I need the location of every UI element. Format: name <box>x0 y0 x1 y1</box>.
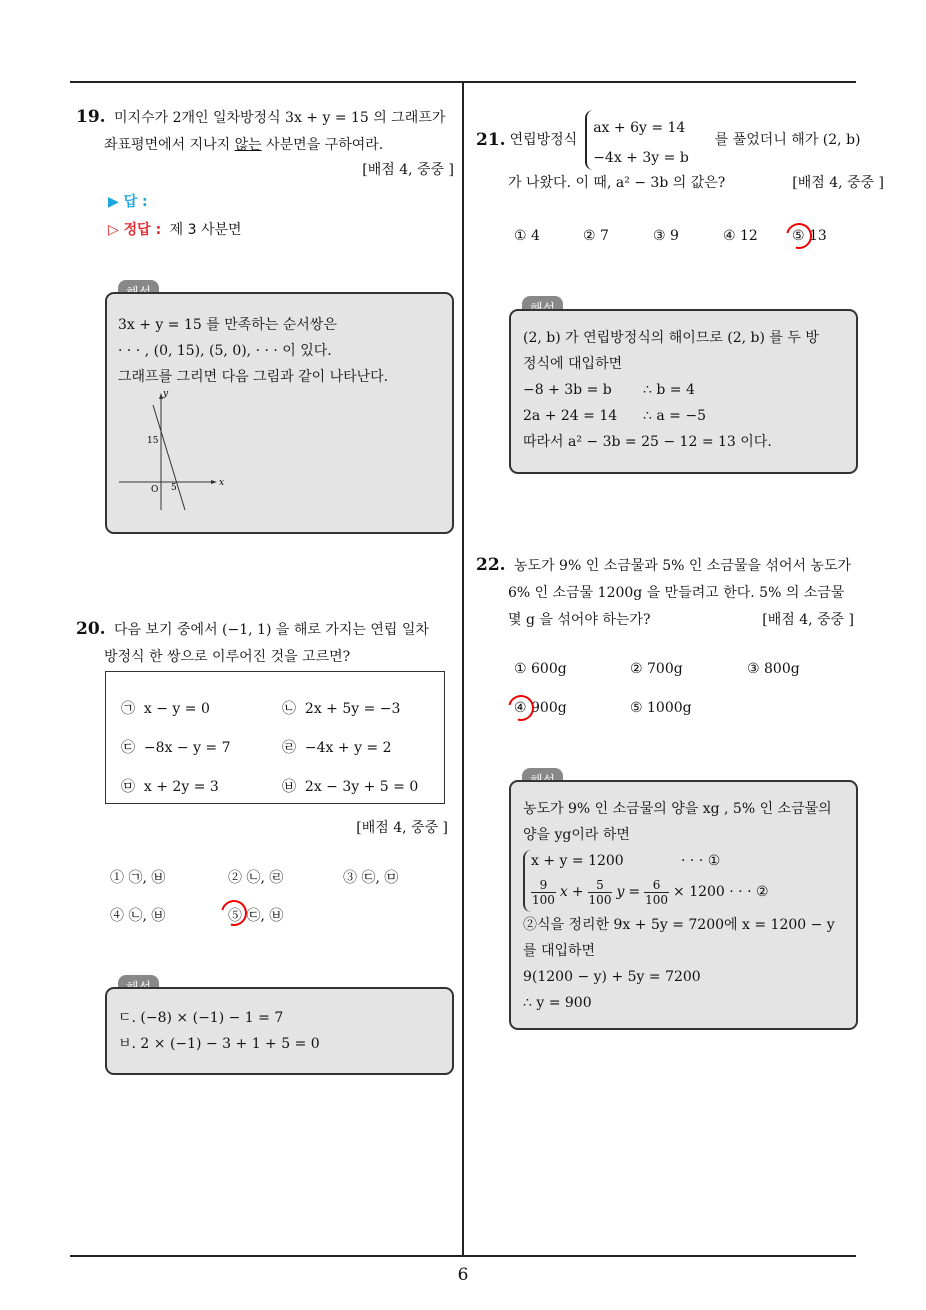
q22-choice-3[interactable]: ③ 800g <box>747 661 800 677</box>
option-c-mark: ㉢ <box>121 740 135 756</box>
question-20-text2: 방정식 한 쌍으로 이루어진 것을 고르면? <box>104 649 351 665</box>
answer-label: ▶ 답 : <box>108 194 148 210</box>
q20-choice-1[interactable]: ① ㉠, ㉥ <box>110 870 166 886</box>
question-21-line2 <box>508 170 884 197</box>
correct-answer-label: ▷ 정답 : <box>108 222 162 238</box>
option-b-eq: 2x + 5y = −3 <box>304 701 401 717</box>
solution-22-box <box>509 780 858 1030</box>
solution-21-box <box>509 309 858 474</box>
q20-choice-3[interactable]: ③ ㉢, ㉤ <box>343 870 399 886</box>
q21-choice-2[interactable]: ② 7 <box>583 228 609 244</box>
solution-22-line3b: · · · ① <box>681 853 721 869</box>
question-21-number: 21. <box>476 130 506 150</box>
solution-21-line3a: −8 + 3b = b <box>523 382 612 398</box>
frac-1-den: 100 <box>532 892 555 907</box>
q22-choice-1[interactable]: ① 600g <box>514 661 567 677</box>
question-19 <box>76 104 454 179</box>
question-21-lead: 연립방정식 <box>509 131 578 148</box>
question-22-number: 22. <box>476 555 506 575</box>
frac-1 <box>531 878 556 907</box>
solution-22-line3a: x + y = 1200 <box>531 853 624 869</box>
frac-1-num: 9 <box>539 877 548 892</box>
question-19-number: 19. <box>76 107 106 127</box>
graph-origin: O <box>151 485 159 495</box>
q22-choice-4[interactable]: ④ 900g <box>514 700 567 716</box>
graph-x-arrow <box>211 480 217 484</box>
graph-x-label: x <box>219 478 225 488</box>
solution-22-line8: ∴ y = 900 <box>523 995 592 1011</box>
q22-choice-2[interactable]: ② 700g <box>630 661 683 677</box>
q20-choice-2[interactable]: ② ㉡, ㉣ <box>228 870 284 886</box>
solution-22-line3 <box>531 850 844 872</box>
option-b-mark: ㉡ <box>282 701 296 717</box>
q20-selected-circle <box>216 895 252 931</box>
bottom-rule <box>70 1255 856 1257</box>
q22-selected-circle <box>503 690 539 726</box>
question-22-text3: 몇 g 을 섞어야 하는가? <box>508 612 651 628</box>
solution-20-line1: ㄷ. (−8) × (−1) − 1 = 7 <box>118 1010 284 1026</box>
q20-choice-4[interactable]: ④ ㉡, ㉥ <box>110 908 166 924</box>
solution-20-box <box>105 987 454 1075</box>
solution-21-line4a: 2a + 24 = 14 <box>523 408 618 424</box>
solution-21-line3b: ∴ b = 4 <box>643 382 695 398</box>
solution-21-line4b: ∴ a = −5 <box>643 408 706 424</box>
question-19-score: [배점 4, 중중 ] <box>362 162 454 178</box>
solution-19-box <box>105 292 454 534</box>
q20-choice-5[interactable]: ⑤ ㉢, ㉥ <box>228 908 284 924</box>
question-20-text1: 다음 보기 중에서 (−1, 1) 을 해로 가지는 연립 일차 <box>114 622 429 638</box>
q21-selected-circle <box>781 218 817 254</box>
question-20 <box>76 616 454 671</box>
solution-21-line3 <box>523 377 844 403</box>
question-20-line1 <box>76 616 454 644</box>
frac-3 <box>644 878 669 907</box>
option-e <box>121 776 219 796</box>
option-a-eq: x − y = 0 <box>143 701 210 717</box>
question-22-line3 <box>476 607 854 634</box>
question-19-text2a: 좌표평면에서 지나지 <box>104 137 235 153</box>
question-21-line1 <box>476 110 861 170</box>
column-divider <box>462 82 464 1257</box>
q21-choice-4[interactable]: ④ 12 <box>723 228 758 244</box>
question-22-text1: 농도가 9% 인 소금물과 5% 인 소금물을 섞어서 농도가 <box>514 558 852 574</box>
question-21-tail: 를 풀었더니 해가 (2, b) <box>714 131 861 148</box>
question-22-text2: 6% 인 소금물 1200g 을 만들려고 한다. 5% 의 소금물 <box>508 585 845 601</box>
frac-3-num: 6 <box>652 877 661 892</box>
question-19-text2b: 사분면을 구하여라. <box>261 137 384 153</box>
solution-22-system <box>523 850 844 912</box>
solution-19-line1: 3x + y = 15 를 만족하는 순서쌍은 <box>118 317 337 333</box>
question-22-score: [배점 4, 중중 ] <box>762 612 854 628</box>
q21-choice-5[interactable]: ⑤ 13 <box>792 228 827 244</box>
question-20-number: 20. <box>76 619 106 639</box>
question-20-score: [배점 4, 중중 ] <box>356 820 448 836</box>
solution-22-line4: $\frac{9}{100}$ x + $\frac{5}{100}$ y = $\frac{6}{100}$ × 1200 · · · ② <box>532 877 769 907</box>
q21-choice-3[interactable]: ③ 9 <box>653 228 679 244</box>
solution-21-line5: 따라서 a² − 3b = 25 − 12 = 13 이다. <box>523 434 772 450</box>
system-eq1: ax + 6y = 14 <box>593 120 686 136</box>
option-e-eq: x + 2y = 3 <box>143 779 219 795</box>
solution-19-line2: · · · , (0, 15), (5, 0), · · · 이 있다. <box>118 343 332 359</box>
page-number: 6 <box>457 1265 469 1285</box>
graph-y-label: y <box>163 389 169 399</box>
option-d-eq: −4x + y = 2 <box>304 740 392 756</box>
question-19-line2 <box>76 132 454 159</box>
option-c-eq: −8x − y = 7 <box>143 740 231 756</box>
option-f-mark: ㉥ <box>282 779 296 795</box>
solution-19-line3: 그래프를 그리면 다음 그림과 같이 나타난다. <box>118 369 389 385</box>
q22-choice-5[interactable]: ⑤ 1000g <box>630 700 692 716</box>
solution-22-line6: 를 대입하면 <box>523 943 596 959</box>
solution-21-line2: 정식에 대입하면 <box>523 356 623 372</box>
solution-19-graph <box>117 388 227 513</box>
frac-3-den: 100 <box>645 892 669 907</box>
question-21 <box>476 110 884 197</box>
option-f-eq: 2x − 3y + 5 = 0 <box>304 779 419 795</box>
q21-choice-1[interactable]: ① 4 <box>514 228 540 244</box>
solution-22-line5: ②식을 정리한 9x + 5y = 7200에 x = 1200 − y <box>523 917 835 933</box>
question-19-text1: 미지수가 2개인 일차방정식 3x + y = 15 의 그래프가 <box>114 110 446 126</box>
option-d-mark: ㉣ <box>282 740 296 756</box>
solution-21-line4 <box>523 403 844 429</box>
solution-22-line1: 농도가 9% 인 소금물의 양을 xg , 5% 인 소금물의 <box>523 801 832 817</box>
option-a <box>121 698 210 718</box>
question-19-line1 <box>76 104 454 132</box>
solution-21-line1: (2, b) 가 연립방정식의 해이므로 (2, b) 를 두 방 <box>523 330 819 346</box>
option-d <box>282 737 392 757</box>
graph-y-tick: 15 <box>147 436 159 446</box>
graph-x-tick: 5 <box>171 483 177 493</box>
solution-22-line2: 양을 yg이라 하면 <box>523 827 630 843</box>
correct-answer <box>108 219 242 239</box>
question-22 <box>476 552 861 634</box>
question-21-text2: 가 나왔다. 이 때, a² − 3b 의 값은? <box>508 175 726 191</box>
frac-2-den: 100 <box>588 892 612 907</box>
option-b <box>282 698 400 718</box>
option-a-mark: ㉠ <box>121 701 135 717</box>
system-eq2: −4x + 3y = b <box>593 150 689 166</box>
correct-answer-value: 제 3 사분면 <box>169 222 242 238</box>
question-19-underlined: 않는 <box>234 137 262 153</box>
solution-22-line7: 9(1200 − y) + 5y = 7200 <box>523 969 701 985</box>
option-e-mark: ㉤ <box>121 779 135 795</box>
solution-22-line4-tail: × 1200 · · · ② <box>673 884 769 900</box>
solution-20-line2: ㅂ. 2 × (−1) − 3 + 1 + 5 = 0 <box>118 1036 320 1052</box>
option-f <box>282 776 418 796</box>
frac-2-num: 5 <box>596 877 604 892</box>
question-20-option-box <box>105 671 445 804</box>
question-21-score: [배점 4, 중중 ] <box>792 175 884 191</box>
option-c <box>121 737 231 757</box>
frac-2 <box>588 878 613 907</box>
question-22-line1 <box>476 552 861 580</box>
question-21-system <box>585 110 689 170</box>
